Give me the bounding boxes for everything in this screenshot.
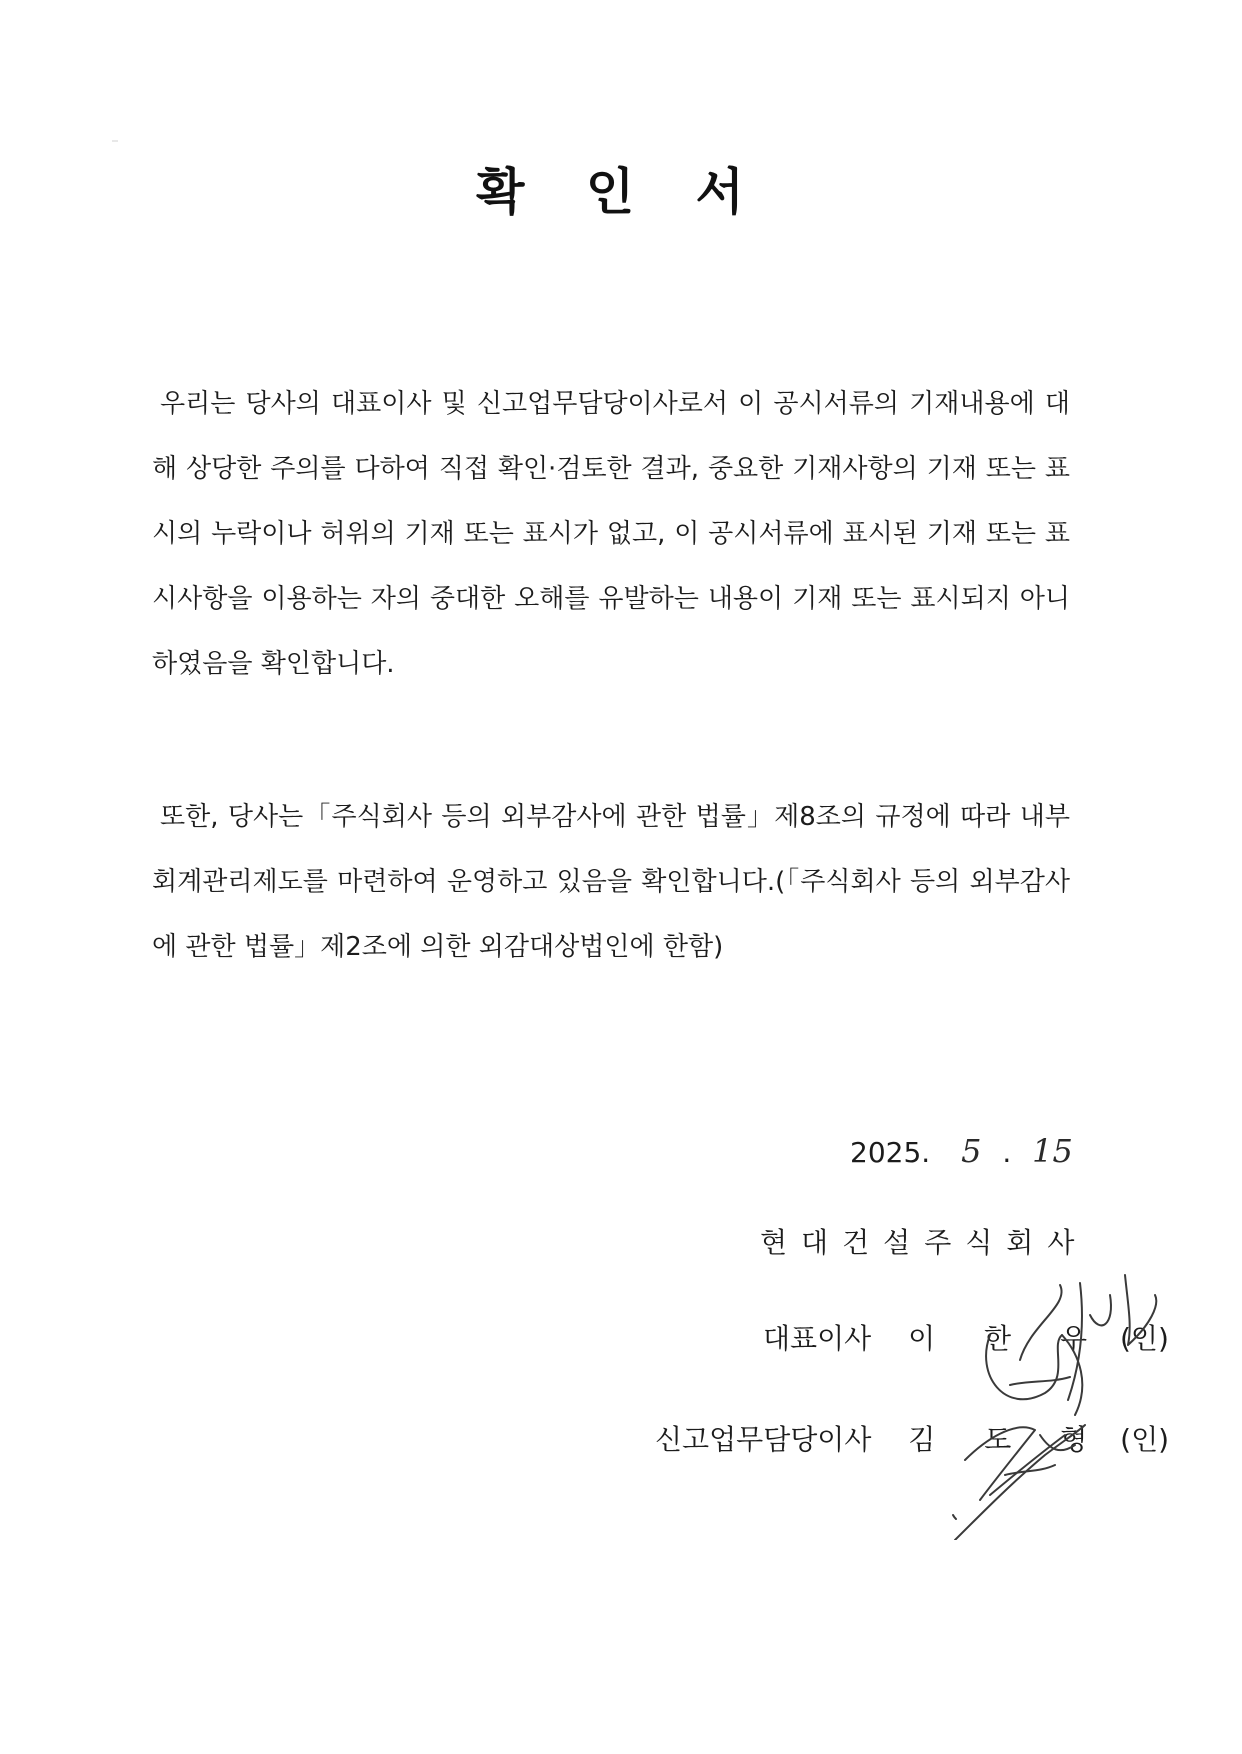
date-month-handwritten: 5 [961, 1132, 982, 1170]
signer-name: 이 한 우 [908, 1322, 1108, 1355]
scan-edge-mark [112, 140, 118, 142]
date-separator: . [1002, 1136, 1012, 1169]
seal-mark: (인) [1120, 1423, 1170, 1456]
signer-role: 신고업무담당이사 [655, 1423, 872, 1456]
internal-control-paragraph: 또한, 당사는「주식회사 등의 외부감사에 관한 법률」제8조의 규정에 따라 내부회계관리제도를 마련하여 운영하고 있음을 확인합니다.(「주식회사 등의 외부감사에 관한 법률」제2조에 의한 외감대상법인에 한함) [152, 802, 1070, 962]
signer-disclosure-officer [655, 1418, 1169, 1458]
seal-mark: (인) [1119, 1322, 1169, 1355]
date-year: 2025. [850, 1136, 931, 1169]
signer-ceo [763, 1317, 1169, 1357]
signer-role: 대표이사 [763, 1322, 872, 1355]
confirmation-paragraph: 우리는 당사의 대표이사 및 신고업무담당이사로서 이 공시서류의 기재내용에 대해 상당한 주의를 다하여 직접 확인·검토한 결과, 중요한 기재사항의 기재 또는 표시의 누락이나 허위의 기재 또는 표시가 없고, 이 공시서류에 표시된 기재 또는 표시사항을 이용하는 자의 중대한 오해를 유발하는 내용이 기재 또는 표시되지 아니하였음을 확인합니다. [152, 389, 1070, 679]
date-day-handwritten: 15 [1032, 1132, 1073, 1170]
signing-date [850, 1132, 1073, 1170]
signer-name: 김 도 형 [908, 1423, 1108, 1456]
document-title: 확 인 서 [476, 163, 766, 221]
company-name: 현대건설주식회사 [760, 1226, 1089, 1259]
